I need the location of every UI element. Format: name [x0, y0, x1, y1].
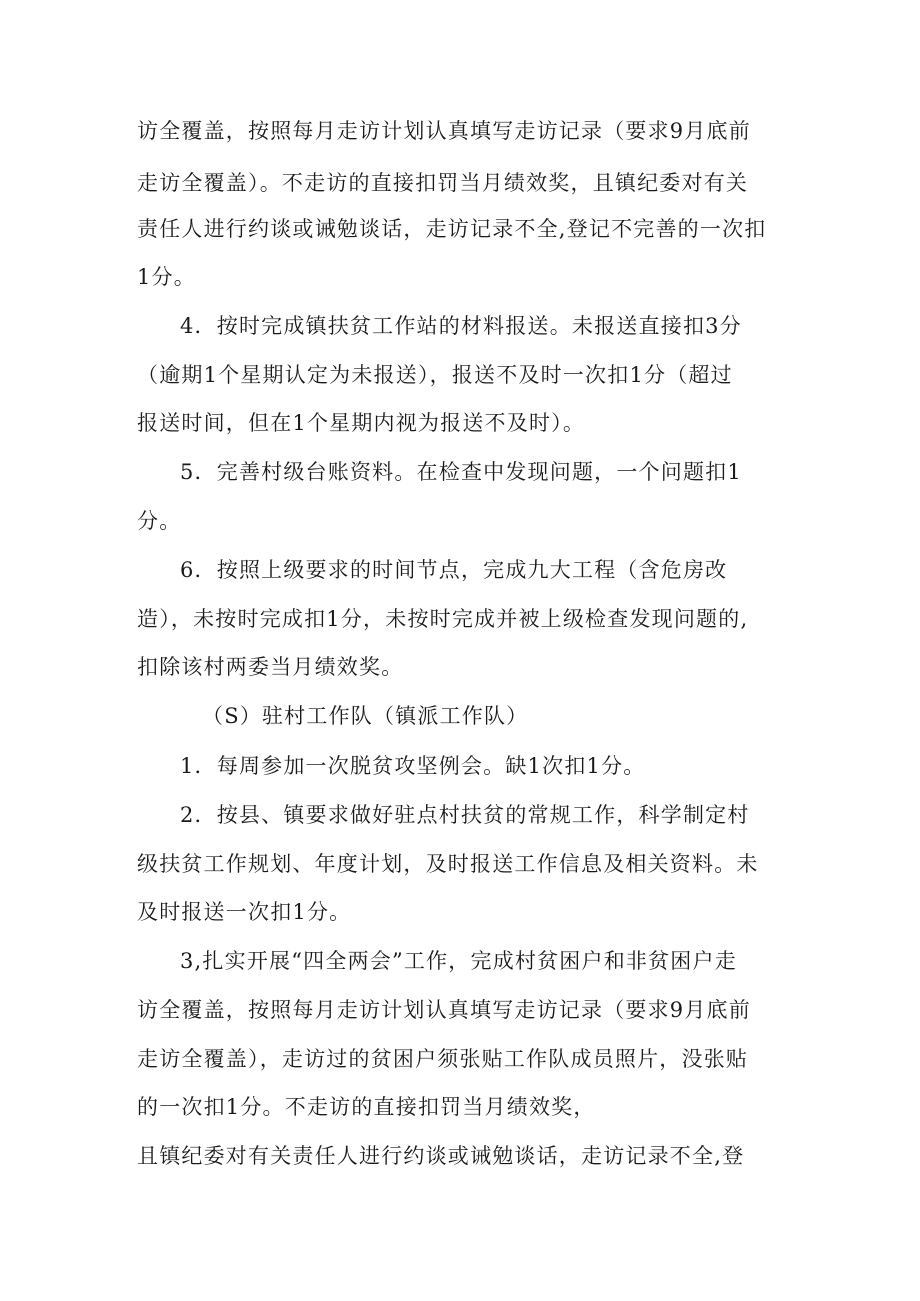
paragraph-6-line: 6．按照上级要求的时间节点，完成九大工程（含危房改: [180, 558, 728, 582]
text-line: 报送时间，但在1个星期内视为报送不及时）。: [137, 411, 586, 435]
section-heading: （S）驻村工作队（镇派工作队）: [202, 704, 529, 728]
paragraph-4-line: 4．按时完成镇扶贫工作站的材料报送。未报送直接扣3分: [180, 314, 742, 338]
paragraph-3-line: 3,扎实开展“四全两会”工作，完成村贫困户和非贫困户走: [180, 949, 737, 973]
text-line: 的一次扣1分。不走访的直接扣罚当月绩效奖，: [137, 1095, 596, 1119]
text-line: 及时报送一次扣1分。: [137, 900, 352, 924]
paragraph-1-line: 1．每周参加一次脱贫攻坚例会。缺1次扣1分。: [180, 754, 646, 778]
text-line: 访全覆盖，按照每月走访计划认真填写走访记录（要求9月底前: [137, 998, 751, 1022]
text-line: 责任人进行约谈或诫勉谈话，走访记录不全,登记不完善的一次扣: [137, 217, 767, 241]
text-line: 且镇纪委对有关责任人进行约谈或诫勉谈话，走访记录不全,登: [137, 1144, 745, 1168]
paragraph-5-line: 5．完善村级台账资料。在检查中发现问题，一个问题扣1: [180, 460, 742, 484]
paragraph-2-line: 2．按县、镇要求做好驻点村扶贫的常规工作，科学制定村: [180, 803, 750, 827]
text-line: 1分。: [137, 265, 196, 289]
text-line: 走访全覆盖），走访过的贫困户须张贴工作队成员照片，没张贴: [137, 1047, 749, 1071]
text-line: 扣除该村两委当月绩效奖。: [137, 655, 404, 679]
text-line: 级扶贫工作规划、年度计划，及时报送工作信息及相关资料。未: [137, 852, 759, 876]
text-line: （逾期1个星期认定为未报送），报送不及时一次扣1分（超过: [137, 363, 733, 387]
text-line: 分。: [137, 509, 182, 533]
text-line: 造），未按时完成扣1分，未按时完成并被上级检查发现问题的,: [137, 607, 749, 631]
text-line: 走访全覆盖）。不走访的直接扣罚当月绩效奖，且镇纪委对有关: [137, 171, 749, 195]
text-line: 访全覆盖，按照每月走访计划认真填写走访记录（要求9月底前: [137, 119, 751, 143]
